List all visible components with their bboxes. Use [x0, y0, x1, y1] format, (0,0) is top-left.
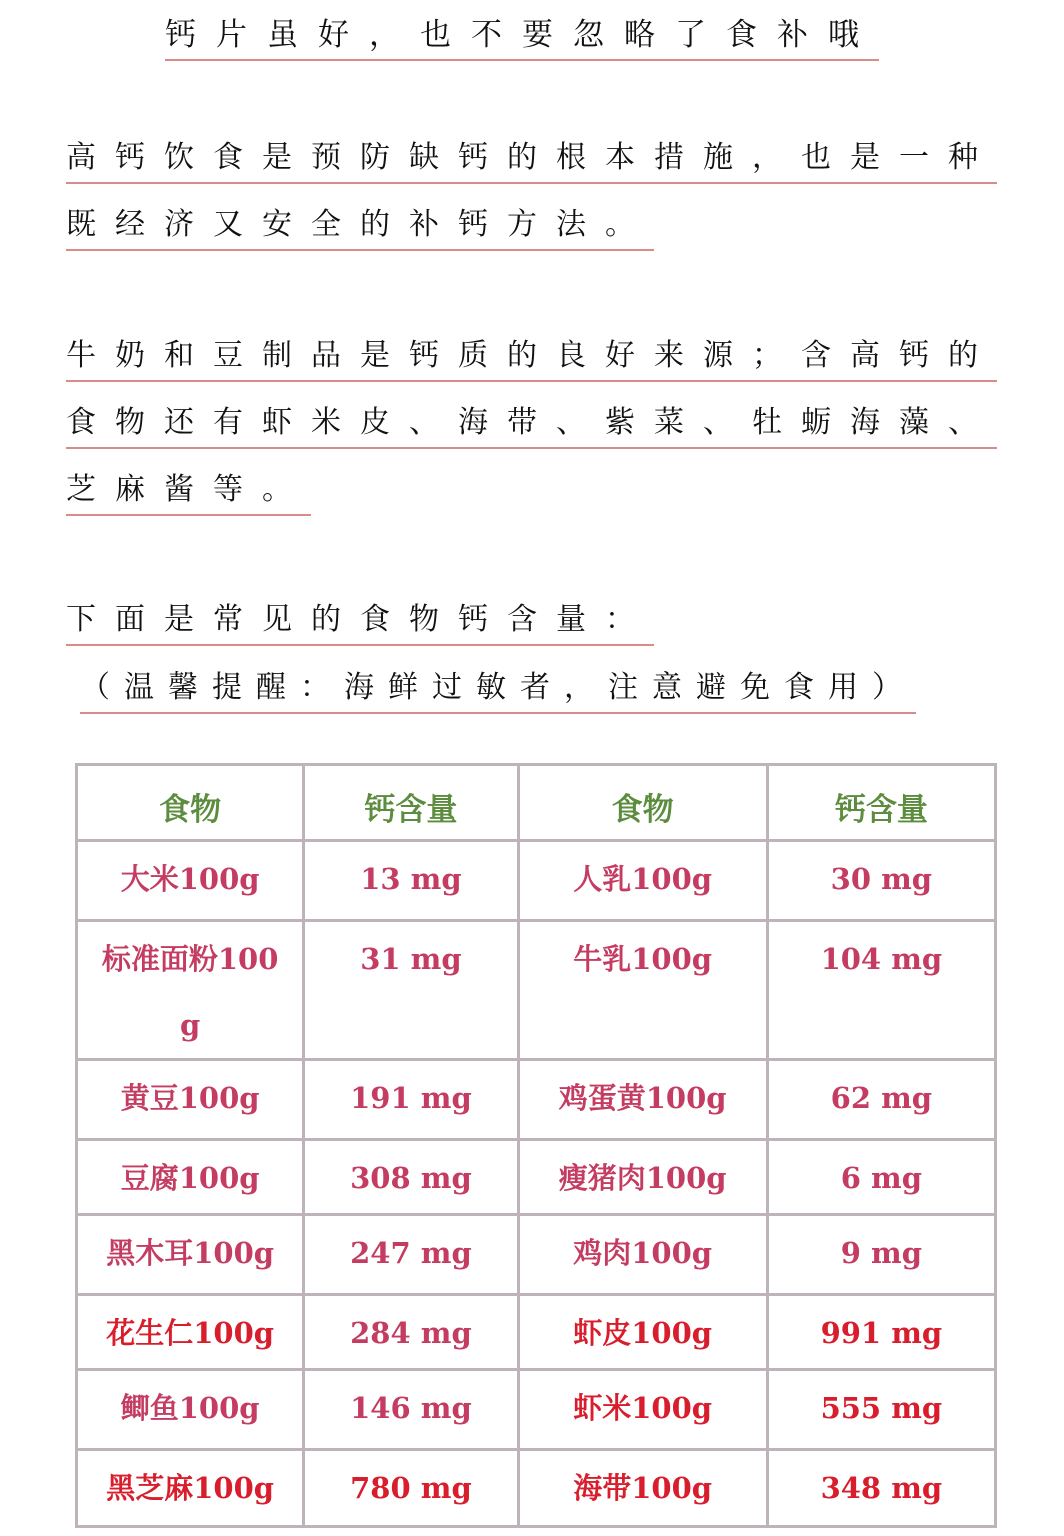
food-cell: 海带100g	[518, 1450, 767, 1527]
food-cell: 人乳100g	[518, 841, 767, 921]
food-cell: 鲫鱼100g	[77, 1370, 304, 1450]
calcium-cell: 247 mg	[304, 1215, 518, 1295]
calcium-cell: 348 mg	[767, 1450, 995, 1527]
food-cell: 虾皮100g	[518, 1295, 767, 1370]
food-cell: 黑芝麻100g	[77, 1450, 304, 1527]
food-cell: 瘦猪肉100g	[518, 1140, 767, 1215]
calcium-cell: 146 mg	[304, 1370, 518, 1450]
calcium-cell: 31 mg	[304, 921, 518, 1060]
paragraph-1-line-1: 高钙饮食是预防缺钙的根本措施，也是一种	[66, 138, 997, 184]
calcium-cell: 308 mg	[304, 1140, 518, 1215]
table-row	[77, 1450, 996, 1527]
paragraph-3-line-2: （温馨提醒：海鲜过敏者，注意避免食用）	[80, 668, 916, 714]
food-cell: 大米100g	[77, 841, 304, 921]
calcium-cell: 30 mg	[767, 841, 995, 921]
paragraph-1-line-2: 既经济又安全的补钙方法。	[66, 205, 654, 251]
calcium-cell: 104 mg	[767, 921, 995, 1060]
calcium-cell: 13 mg	[304, 841, 518, 921]
calcium-cell: 284 mg	[304, 1295, 518, 1370]
header-calcium: 钙含量	[304, 765, 518, 841]
calcium-cell: 191 mg	[304, 1060, 518, 1140]
article-title: 钙片虽好，也不要忽略了食补哦	[165, 15, 879, 61]
table-row	[77, 841, 996, 921]
calcium-cell: 991 mg	[767, 1295, 995, 1370]
calcium-cell: 6 mg	[767, 1140, 995, 1215]
header-calcium: 钙含量	[767, 765, 995, 841]
food-cell: 牛乳100g	[518, 921, 767, 1060]
header-food: 食物	[77, 765, 304, 841]
table-row	[77, 1060, 996, 1140]
food-cell: 黑木耳100g	[77, 1215, 304, 1295]
calcium-cell: 9 mg	[767, 1215, 995, 1295]
table-row	[77, 921, 996, 1060]
calcium-cell: 780 mg	[304, 1450, 518, 1527]
food-cell: 花生仁100g	[77, 1295, 304, 1370]
table-row	[77, 1370, 996, 1450]
food-cell: 鸡肉100g	[518, 1215, 767, 1295]
header-food: 食物	[518, 765, 767, 841]
table-row	[77, 1140, 996, 1215]
calcium-cell: 555 mg	[767, 1370, 995, 1450]
food-cell: 虾米100g	[518, 1370, 767, 1450]
calcium-table	[75, 763, 997, 1528]
food-cell: 豆腐100g	[77, 1140, 304, 1215]
calcium-cell: 62 mg	[767, 1060, 995, 1140]
paragraph-3-line-1: 下面是常见的食物钙含量：	[66, 600, 654, 646]
food-cell: 标准面粉100g	[77, 921, 304, 1060]
table-header-row	[77, 765, 996, 841]
paragraph-2-line-2: 食物还有虾米皮、海带、紫菜、牡蛎海藻、	[66, 403, 997, 449]
table-row	[77, 1215, 996, 1295]
paragraph-2-line-3: 芝麻酱等。	[66, 470, 311, 516]
paragraph-2-line-1: 牛奶和豆制品是钙质的良好来源；含高钙的	[66, 336, 997, 382]
table-row	[77, 1295, 996, 1370]
food-cell: 鸡蛋黄100g	[518, 1060, 767, 1140]
food-cell: 黄豆100g	[77, 1060, 304, 1140]
